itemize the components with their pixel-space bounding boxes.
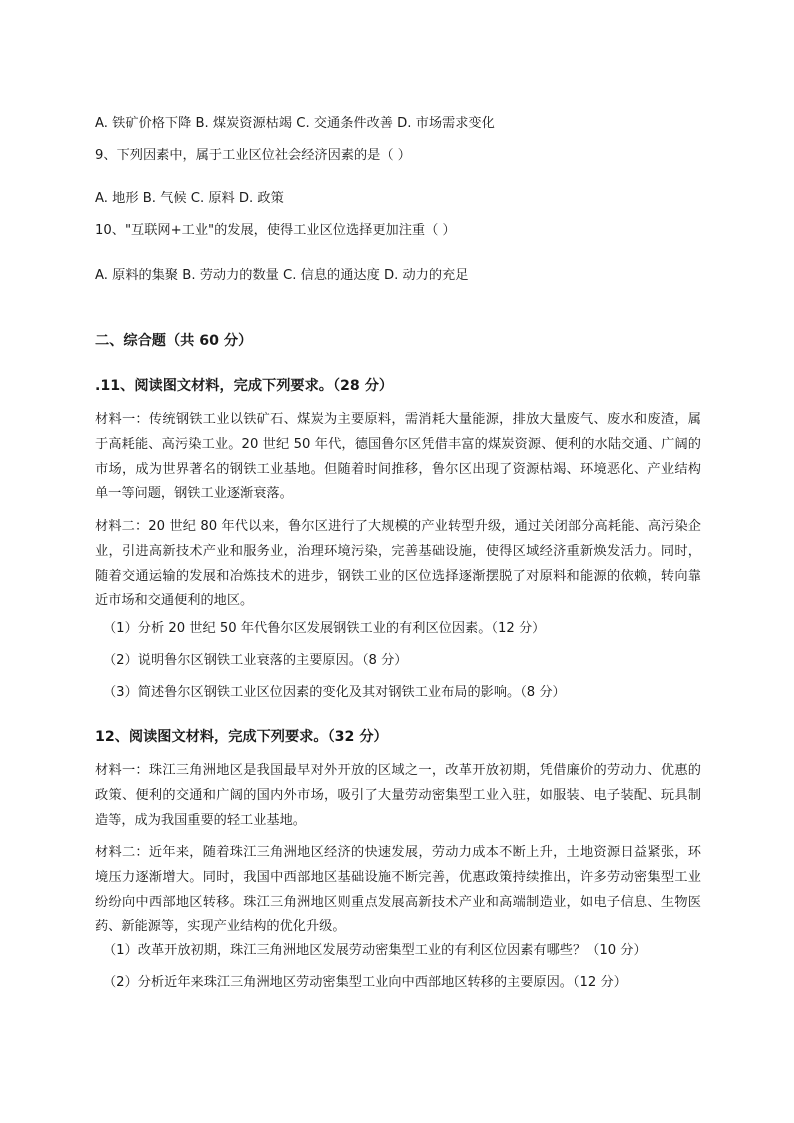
q9-stem: 9、下列因素中，属于工业区位社会经济因素的是（ ）: [95, 148, 411, 163]
q11-title: .11、阅读图文材料，完成下列要求。（28 分）: [95, 378, 394, 394]
q11-material-2: 材料二：20 世纪 80 年代以来，鲁尔区进行了大规模的产业转型升级，通过关闭部分高耗能、高污染企业，引进高新技术产业和服务业，治理环境污染，完善基础设施，使得区域经济重新焕发活力。同时，随着交通运输的发展和冶炼技术的进步，钢铁工业的区位选择逐渐摆脱了对原料和能源的依赖，转向靠近市场和交通便利的地区。: [95, 519, 701, 609]
q10-stem: 10、"互联网+工业"的发展，使得工业区位选择更加注重（ ）: [95, 223, 456, 238]
q10-options: A. 原料的集聚 B. 劳动力的数量 C. 信息的通达度 D. 动力的充足: [95, 268, 469, 283]
q11-sub-3: （3）简述鲁尔区钢铁工业区位因素的变化及其对钢铁工业布局的影响。（8 分）: [103, 685, 566, 700]
q8-options: A. 铁矿价格下降 B. 煤炭资源枯竭 C. 交通条件改善 D. 市场需求变化: [95, 116, 495, 131]
q12-sub-1: （1）改革开放初期，珠江三角洲地区发展劳动密集型工业的有利区位因素有哪些？（10 分）: [103, 943, 647, 958]
q12-material-2: 材料二：近年来，随着珠江三角洲地区经济的快速发展，劳动力成本不断上升，土地资源日益紧张，环境压力逐渐增大。同时，我国中西部地区基础设施不断完善，优惠政策持续推出，许多劳动密集型工业纷纷向中西部地区转移。珠江三角洲地区则重点发展高新技术产业和高端制造业，如电子信息、生物医药、新能源等，实现产业结构的优化升级。: [95, 845, 701, 935]
section2-title: 二、综合题（共 60 分）: [95, 333, 253, 349]
q12-sub-2: （2）分析近年来珠江三角洲地区劳动密集型工业向中西部地区转移的主要原因。（12 分）: [103, 975, 627, 990]
q12-material-1: 材料一：珠江三角洲地区是我国最早对外开放的区域之一，改革开放初期，凭借廉价的劳动力、优惠的政策、便利的交通和广阔的国内外市场，吸引了大量劳动密集型工业入驻，如服装、电子装配、玩具制造等，成为我国重要的轻工业基地。: [95, 763, 701, 828]
q11-sub-1: （1）分析 20 世纪 50 年代鲁尔区发展钢铁工业的有利区位因素。（12 分）: [103, 621, 546, 636]
q11-material-1: 材料一：传统钢铁工业以铁矿石、煤炭为主要原料，需消耗大量能源，排放大量废气、废水和废渣，属于高耗能、高污染工业。20 世纪 50 年代，德国鲁尔区凭借丰富的煤炭资源、便利的水陆交通、广阔的市场，成为世界著名的钢铁工业基地。但随着时间推移，鲁尔区出现了资源枯竭、环境恶化、产业结构单一等问题，钢铁工业逐渐衰落。: [95, 412, 701, 502]
q12-title: 12、阅读图文材料，完成下列要求。（32 分）: [95, 729, 388, 745]
q11-sub-2: （2）说明鲁尔区钢铁工业衰落的主要原因。（8 分）: [103, 653, 408, 668]
q9-options: A. 地形 B. 气候 C. 原料 D. 政策: [95, 191, 284, 206]
